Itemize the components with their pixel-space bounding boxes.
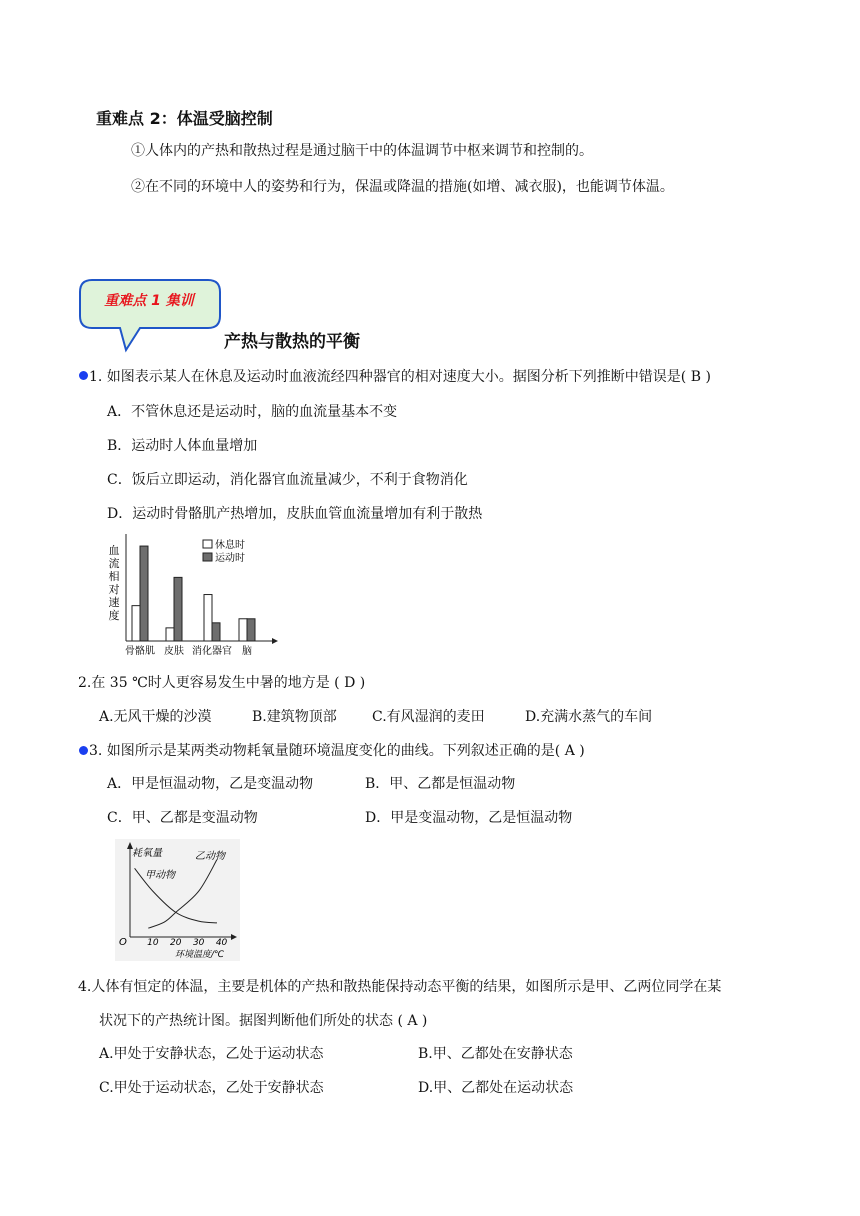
section-heading: 重难点 2：体温受脑控制 [96, 109, 273, 128]
legend-swatch-rest [203, 540, 212, 548]
origin-label: O [119, 937, 127, 948]
q2-stem: 2.在 35 ℃时人更容易发生中暑的地方是 ( D ) [78, 675, 366, 691]
bar-rest [166, 628, 174, 641]
blood-flow-bar-chart [100, 528, 280, 663]
q2-option-c: C.有风湿润的麦田 [372, 709, 485, 725]
q2-option-b: B.建筑物顶部 [252, 709, 337, 725]
x-tick-label: 10 [147, 938, 159, 948]
y-axis-label-char: 血 [108, 544, 120, 557]
q4-option-a: A.甲处于安静状态，乙处于运动状态 [99, 1046, 324, 1062]
bar-exercise [140, 546, 148, 641]
bar-exercise [247, 619, 255, 641]
category-label: 骨骼肌 [125, 646, 155, 657]
q4-option-d: D.甲、乙都处在运动状态 [418, 1080, 574, 1096]
y-axis-label-char: 对 [108, 583, 120, 596]
x-axis-arrow-icon [272, 638, 278, 644]
point-2: ②在不同的环境中人的姿势和行为，保温或降温的措施(如增、减衣服)，也能调节体温。 [131, 179, 674, 195]
category-label: 脑 [242, 646, 252, 657]
q3-option-c: C．甲、乙都是变温动物 [107, 810, 258, 826]
category-label: 皮肤 [164, 646, 184, 657]
y-axis-label [109, 544, 120, 622]
legend-rest: 休息时 [215, 540, 245, 551]
x-axis-label: 环境温度/℃ [175, 950, 225, 960]
y-axis-label-char: 相 [108, 570, 120, 583]
point-1: ①人体内的产热和散热过程是通过脑干中的体温调节中枢来调节和控制的。 [131, 143, 593, 159]
y-axis-label-char: 流 [108, 557, 120, 570]
series-label-jia: 甲动物 [145, 870, 175, 881]
x-tick-label: 40 [215, 938, 228, 948]
bar-exercise [174, 577, 182, 641]
q1-option-a: A．不管休息还是运动时，脑的血流量基本不变 [107, 404, 398, 420]
bullet-icon [79, 371, 88, 380]
legend-exercise: 运动时 [215, 553, 245, 564]
y-axis-label-char: 速 [108, 596, 120, 609]
training-badge [78, 278, 226, 356]
bullet-icon [79, 746, 88, 755]
q1-option-c: C．饭后立即运动，消化器官血流量减少，不利于食物消化 [107, 472, 468, 488]
legend [203, 538, 245, 564]
topic-title: 产热与散热的平衡 [224, 332, 360, 352]
series-label-yi: 乙动物 [195, 851, 225, 862]
legend-swatch-exercise [203, 553, 212, 561]
q3-option-d: D．甲是变温动物，乙是恒温动物 [365, 810, 573, 826]
q3-stem: 3. 如图所示是某两类动物耗氧量随环境温度变化的曲线。下列叙述正确的是( A ) [89, 743, 585, 759]
bar-rest [132, 606, 140, 641]
q1-option-b: B．运动时人体血量增加 [107, 438, 258, 454]
category-label: 消化器官 [192, 646, 232, 657]
q1-stem: 1. 如图表示某人在休息及运动时血液流经四种器官的相对速度大小。据图分析下列推断中错误是( B ) [89, 369, 711, 385]
q3-option-a: A．甲是恒温动物，乙是变温动物 [107, 776, 314, 792]
y-axis-label-char: 度 [108, 609, 120, 622]
q4-stem-line2: 状况下的产热统计图。据图判断他们所处的状态 ( A ) [99, 1013, 428, 1029]
q2-option-d: D.充满水蒸气的车间 [525, 709, 653, 725]
bar-rest [239, 619, 247, 641]
q4-stem-line1: 4.人体有恒定的体温，主要是机体的产热和散热能保持动态平衡的结果，如图所示是甲、乙两位同学在某 [78, 979, 722, 995]
q3-option-b: B．甲、乙都是恒温动物 [365, 776, 516, 792]
q4-option-c: C.甲处于运动状态，乙处于安静状态 [99, 1080, 324, 1096]
oxygen-consumption-chart [115, 839, 240, 961]
q2-option-a: A.无风干燥的沙漠 [99, 709, 212, 725]
badge-label: 重难点 1 集训 [104, 293, 194, 309]
q4-option-b: B.甲、乙都处在安静状态 [418, 1046, 573, 1062]
x-tick-label: 30 [192, 938, 205, 948]
bar-exercise [212, 623, 220, 641]
y-axis-label: 耗氧量 [132, 848, 162, 859]
bar-rest [204, 595, 212, 641]
q1-option-d: D．运动时骨骼肌产热增加，皮肤血管血流量增加有利于散热 [107, 506, 483, 522]
x-tick-label: 20 [170, 938, 182, 948]
